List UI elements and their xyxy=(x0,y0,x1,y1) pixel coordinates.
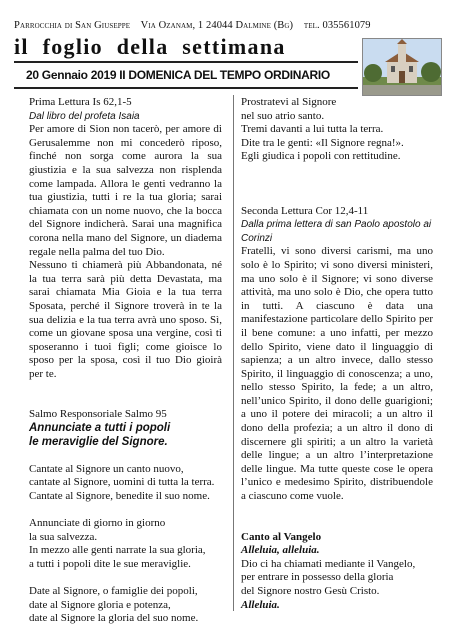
second-reading-text: Fratelli, vi sono diversi carismi, ma uno solo è lo Spirito; vi sono diversi ministeri, ma uno solo è il Signore; vi sono diverse attività, ma uno solo è Dio, che opera tutto in tutti. A ciascuno è data una manifestazione particolare dello Spirito per il bene comune: a uno infatti, per mezzo dello Spirito, viene dato il linguaggio di sapienza; a un altro invece, dallo stesso Spirito, il linguaggio di conoscenza; a uno, nello stesso Spirito, la fede; a un altro, nell’unico Spirito, il dono delle guarigioni; a uno il potere dei miracoli; a un altro il dono della profezia; a un altro il dono di discernere gli spiriti; a un altro la varietà delle lingue; a un altro l’interpretazione delle lingue. Ma tutte queste cose le opera l’unico e medesimo Spirito, distribuendole a ciascuno come vuole. xyxy=(241,245,433,503)
first-reading-source: Dal libro del profeta Isaia xyxy=(29,110,140,122)
psalm-verse-line: Prostratevi al Signore xyxy=(241,96,337,108)
first-reading-heading: Prima Lettura Is 62,1-5 xyxy=(29,96,132,108)
psalm-verse-line: Egli giudica i popoli con rettitudine. xyxy=(241,150,401,163)
column-divider xyxy=(233,95,234,611)
psalm-heading: Salmo Responsoriale Salmo 95 xyxy=(29,408,167,421)
title-rule xyxy=(14,61,358,63)
alleluia-open: Alleluia, alleluia. xyxy=(241,544,320,557)
second-reading-source: Dalla prima lettera di san Paolo apostolo ai Corinzi xyxy=(241,219,432,244)
date-rule xyxy=(14,87,358,89)
psalm-verse-line: a tutti i popoli dite le sue meraviglie. xyxy=(29,558,191,570)
right-column xyxy=(241,96,433,612)
parish-address: Via Ozanam, 1 24044 Dalmine (Bg) xyxy=(140,20,294,31)
psalm-verse-line: Cantate al Signore un canto nuovo, xyxy=(29,462,184,475)
first-reading-paragraph-2: Nessuno ti chiamerà più Abbandonata, né la tua terra sarà più detta Devastata, ma sarai chiamata Mia Gioia e la tua terra Sposata, perché il Signore troverà in te la sua delizia e la tua terra avrà uno sposo. Sì, come un giovane sposa una vergine, così ti sposeranno i tuoi figli; come gioisce lo sposo per la sposa, così il tuo Dio gioirà per te. xyxy=(29,259,222,380)
psalm-verse-line: In mezzo alle genti narrate la sua gloria, xyxy=(29,544,206,557)
psalm-refrain-line: le meraviglie del Signore. xyxy=(29,435,168,448)
date-line: 20 Gennaio 2019 II DOMENICA DEL TEMPO ORDINARIO xyxy=(26,68,330,82)
parish-phone: tel. 035561079 xyxy=(303,20,371,31)
psalm-verse-line: Cantate al Signore, benedite il suo nome. xyxy=(29,490,210,503)
parish-name: Parrocchia di San Giuseppe xyxy=(14,20,131,31)
left-column xyxy=(29,96,222,626)
acclamation-line: del Signore nostro Gesù Cristo. xyxy=(241,585,380,597)
psalm-verse-line: Dite tra le genti: «Il Signore regna!». xyxy=(241,136,404,149)
psalm-verse-line: Date al Signore, o famiglie dei popoli, xyxy=(29,585,198,598)
parish-header xyxy=(14,20,438,31)
psalm-verse-line: cantate al Signore, uomini di tutta la terra. xyxy=(29,476,215,489)
gospel-acclamation-heading: Canto al Vangelo xyxy=(241,530,322,543)
psalm-verse-line: date al Signore la gloria del suo nome. xyxy=(29,612,199,625)
page-title: il foglio della settimana xyxy=(14,34,286,59)
alleluia-close: Alleluia. xyxy=(241,598,280,611)
psalm-verse-line: la sua salvezza. xyxy=(29,530,98,543)
acclamation-line: per entrare in possesso della gloria xyxy=(241,571,394,584)
church-photo xyxy=(362,38,442,96)
psalm-verse-line: date al Signore gloria e potenza, xyxy=(29,598,171,611)
acclamation-line: Dio ci ha chiamati mediante il Vangelo, xyxy=(241,557,416,570)
psalm-refrain-line: Annunciate a tutti i popoli xyxy=(29,422,171,435)
psalm-verse-line: Tremi davanti a lui tutta la terra. xyxy=(241,123,384,136)
psalm-verse-line: Annunciate di giorno in giorno xyxy=(29,517,166,530)
first-reading-paragraph-1: Per amore di Sion non tacerò, per amore di Gerusalemme non mi concederò riposo, finché non sorga come aurora la sua giustizia e la sua salvezza non risplenda come lampada. Allora le genti vedranno la tua giustizia, tutti i re la tua gloria; sarai chiamata con un nome nuovo, che la bocca del Signore indicherà. Sarai una magnifica corona nella mano del Signore, un diadema regale nella palma del tuo Dio. xyxy=(29,123,222,258)
psalm-verse-line: nel suo atrio santo. xyxy=(241,109,325,122)
second-reading-heading: Seconda Lettura Cor 12,4-11 xyxy=(241,204,369,217)
